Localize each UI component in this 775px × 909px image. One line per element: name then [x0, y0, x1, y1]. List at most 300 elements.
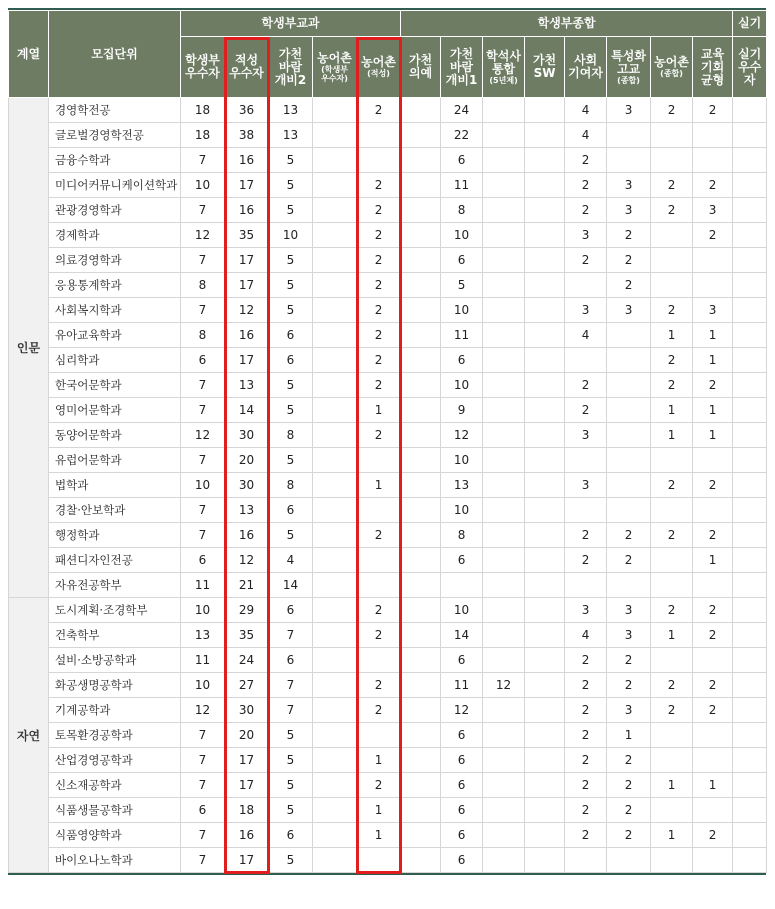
value-cell: 7 — [181, 848, 225, 873]
value-cell — [733, 198, 767, 223]
value-cell: 1 — [651, 823, 693, 848]
major-cell: 경제학과 — [49, 223, 181, 248]
value-cell: 21 — [225, 573, 269, 598]
major-cell: 건축학부 — [49, 623, 181, 648]
value-cell: 2 — [651, 298, 693, 323]
value-cell — [651, 748, 693, 773]
value-cell — [313, 173, 357, 198]
value-cell — [607, 398, 651, 423]
value-cell: 6 — [269, 648, 313, 673]
major-cell: 패션디자인전공 — [49, 548, 181, 573]
value-cell: 6 — [441, 848, 483, 873]
value-cell — [525, 173, 565, 198]
value-cell — [651, 448, 693, 473]
value-cell: 12 — [225, 548, 269, 573]
value-cell — [483, 423, 525, 448]
value-cell: 10 — [441, 498, 483, 523]
value-cell: 16 — [225, 323, 269, 348]
value-cell: 2 — [607, 673, 651, 698]
value-cell: 6 — [269, 348, 313, 373]
value-cell: 10 — [441, 598, 483, 623]
value-cell — [313, 523, 357, 548]
value-cell: 1 — [607, 723, 651, 748]
value-cell: 1 — [357, 823, 401, 848]
value-cell: 17 — [225, 748, 269, 773]
header-col-2 — [269, 37, 313, 98]
value-cell — [401, 473, 441, 498]
value-cell — [483, 298, 525, 323]
value-cell: 3 — [565, 423, 607, 448]
value-cell: 6 — [269, 598, 313, 623]
major-cell: 관광경영학과 — [49, 198, 181, 223]
value-cell — [525, 573, 565, 598]
value-cell: 27 — [225, 673, 269, 698]
value-cell: 2 — [565, 198, 607, 223]
header-col-label: 가천 의예 — [408, 53, 433, 80]
value-cell: 1 — [357, 798, 401, 823]
value-cell — [693, 723, 733, 748]
header-col-6 — [441, 37, 483, 98]
header-col-label: 실기 우수자 — [738, 46, 762, 87]
value-cell: 4 — [565, 98, 607, 123]
value-cell: 6 — [181, 548, 225, 573]
value-cell — [357, 148, 401, 173]
value-cell: 2 — [357, 673, 401, 698]
value-cell: 5 — [269, 273, 313, 298]
value-cell — [651, 848, 693, 873]
value-cell: 3 — [565, 473, 607, 498]
value-cell: 13 — [269, 98, 313, 123]
value-cell: 17 — [225, 273, 269, 298]
table-row — [9, 673, 767, 698]
table-row — [9, 273, 767, 298]
value-cell: 12 — [181, 698, 225, 723]
value-cell — [483, 398, 525, 423]
value-cell: 5 — [269, 773, 313, 798]
value-cell — [607, 323, 651, 348]
value-cell: 2 — [693, 523, 733, 548]
value-cell: 3 — [607, 173, 651, 198]
value-cell: 2 — [651, 373, 693, 398]
value-cell — [401, 173, 441, 198]
value-cell — [693, 123, 733, 148]
value-cell: 5 — [269, 148, 313, 173]
value-cell — [733, 798, 767, 823]
value-cell: 16 — [225, 198, 269, 223]
header-col-13 — [733, 37, 767, 98]
value-cell: 13 — [269, 123, 313, 148]
value-cell: 3 — [565, 223, 607, 248]
value-cell: 2 — [565, 173, 607, 198]
value-cell — [733, 98, 767, 123]
header-col-sublabel: (학생부 우수자) — [321, 64, 348, 83]
table-row — [9, 373, 767, 398]
value-cell — [313, 498, 357, 523]
value-cell: 35 — [225, 623, 269, 648]
value-cell: 7 — [181, 198, 225, 223]
value-cell: 3 — [607, 623, 651, 648]
value-cell: 5 — [269, 723, 313, 748]
value-cell — [733, 273, 767, 298]
value-cell: 17 — [225, 173, 269, 198]
value-cell — [607, 423, 651, 448]
value-cell: 8 — [441, 198, 483, 223]
header-col-label: 사회 기여자 — [568, 53, 603, 80]
value-cell: 7 — [181, 148, 225, 173]
table-row — [9, 448, 767, 473]
value-cell: 29 — [225, 598, 269, 623]
value-cell — [483, 548, 525, 573]
table-row — [9, 548, 767, 573]
value-cell — [401, 348, 441, 373]
value-cell: 1 — [651, 773, 693, 798]
value-cell: 16 — [225, 523, 269, 548]
value-cell — [483, 723, 525, 748]
value-cell: 2 — [693, 473, 733, 498]
value-cell: 7 — [269, 673, 313, 698]
value-cell — [313, 148, 357, 173]
value-cell — [733, 348, 767, 373]
value-cell — [733, 498, 767, 523]
header-col-label: 가천 바람 개비2 — [274, 46, 307, 87]
major-cell: 도시계획·조경학부 — [49, 598, 181, 623]
value-cell — [401, 423, 441, 448]
value-cell — [313, 273, 357, 298]
value-cell: 2 — [565, 398, 607, 423]
value-cell: 3 — [565, 298, 607, 323]
value-cell — [733, 748, 767, 773]
table-row — [9, 198, 767, 223]
table-row — [9, 573, 767, 598]
table-row — [9, 773, 767, 798]
value-cell: 7 — [181, 723, 225, 748]
value-cell: 38 — [225, 123, 269, 148]
value-cell: 24 — [441, 98, 483, 123]
value-cell: 11 — [441, 673, 483, 698]
value-cell: 2 — [565, 523, 607, 548]
value-cell — [525, 148, 565, 173]
value-cell — [313, 648, 357, 673]
value-cell — [733, 173, 767, 198]
header-group-jonghap: 학생부종합 — [401, 11, 733, 37]
table-row — [9, 598, 767, 623]
value-cell: 30 — [225, 698, 269, 723]
value-cell — [525, 498, 565, 523]
value-cell: 2 — [651, 673, 693, 698]
header-col-label: 적성 우수자 — [229, 53, 264, 80]
value-cell — [483, 648, 525, 673]
value-cell — [483, 323, 525, 348]
table-row — [9, 223, 767, 248]
value-cell: 1 — [693, 348, 733, 373]
value-cell: 6 — [269, 823, 313, 848]
value-cell: 2 — [607, 248, 651, 273]
value-cell: 6 — [269, 323, 313, 348]
value-cell: 30 — [225, 473, 269, 498]
value-cell — [483, 748, 525, 773]
value-cell — [357, 448, 401, 473]
value-cell — [733, 698, 767, 723]
value-cell: 7 — [181, 523, 225, 548]
value-cell: 12 — [225, 298, 269, 323]
value-cell: 4 — [269, 548, 313, 573]
major-cell: 식품생물공학과 — [49, 798, 181, 823]
value-cell — [313, 623, 357, 648]
value-cell: 2 — [565, 673, 607, 698]
value-cell: 10 — [269, 223, 313, 248]
value-cell — [733, 648, 767, 673]
value-cell: 2 — [357, 598, 401, 623]
value-cell: 2 — [607, 748, 651, 773]
value-cell: 7 — [181, 823, 225, 848]
value-cell — [483, 223, 525, 248]
header-col-label: 농어촌 — [361, 55, 396, 69]
value-cell — [525, 373, 565, 398]
value-cell — [651, 723, 693, 748]
value-cell — [401, 223, 441, 248]
header-col-9 — [565, 37, 607, 98]
value-cell: 2 — [607, 548, 651, 573]
value-cell — [607, 473, 651, 498]
value-cell — [525, 723, 565, 748]
value-cell: 2 — [565, 373, 607, 398]
value-cell — [483, 498, 525, 523]
value-cell — [313, 723, 357, 748]
value-cell: 14 — [441, 623, 483, 648]
value-cell — [693, 848, 733, 873]
major-cell: 동양어문학과 — [49, 423, 181, 448]
major-cell: 사회복지학과 — [49, 298, 181, 323]
value-cell — [651, 273, 693, 298]
value-cell: 2 — [693, 98, 733, 123]
table-row — [9, 823, 767, 848]
value-cell: 7 — [181, 298, 225, 323]
value-cell: 2 — [357, 248, 401, 273]
value-cell — [733, 773, 767, 798]
value-cell: 7 — [181, 448, 225, 473]
value-cell: 1 — [651, 398, 693, 423]
value-cell — [607, 448, 651, 473]
value-cell — [693, 748, 733, 773]
value-cell — [525, 473, 565, 498]
value-cell — [525, 648, 565, 673]
value-cell: 10 — [441, 223, 483, 248]
major-cell: 행정학과 — [49, 523, 181, 548]
value-cell: 2 — [651, 698, 693, 723]
value-cell — [357, 123, 401, 148]
major-cell: 신소재공학과 — [49, 773, 181, 798]
value-cell: 5 — [269, 798, 313, 823]
value-cell — [525, 298, 565, 323]
value-cell — [401, 848, 441, 873]
value-cell: 6 — [441, 548, 483, 573]
value-cell — [733, 148, 767, 173]
header-col-label: 교육 기회 균형 — [701, 46, 725, 87]
value-cell: 2 — [651, 198, 693, 223]
value-cell: 3 — [693, 198, 733, 223]
value-cell: 2 — [565, 248, 607, 273]
major-cell: 유럽어문학과 — [49, 448, 181, 473]
header-col-8 — [525, 37, 565, 98]
value-cell — [565, 573, 607, 598]
value-cell: 6 — [441, 648, 483, 673]
value-cell: 6 — [441, 823, 483, 848]
value-cell — [357, 848, 401, 873]
value-cell: 11 — [441, 173, 483, 198]
value-cell: 6 — [441, 148, 483, 173]
value-cell — [525, 323, 565, 348]
value-cell — [401, 773, 441, 798]
value-cell: 2 — [693, 823, 733, 848]
value-cell: 2 — [607, 798, 651, 823]
value-cell: 16 — [225, 823, 269, 848]
value-cell — [525, 123, 565, 148]
major-cell: 토목환경공학과 — [49, 723, 181, 748]
value-cell: 9 — [441, 398, 483, 423]
major-cell: 식품영양학과 — [49, 823, 181, 848]
value-cell — [313, 598, 357, 623]
value-cell — [483, 198, 525, 223]
value-cell — [313, 773, 357, 798]
table-row — [9, 723, 767, 748]
value-cell — [401, 448, 441, 473]
value-cell — [525, 223, 565, 248]
value-cell — [483, 248, 525, 273]
value-cell — [401, 598, 441, 623]
value-cell — [401, 798, 441, 823]
value-cell — [607, 498, 651, 523]
value-cell — [733, 523, 767, 548]
value-cell: 18 — [225, 798, 269, 823]
header-col-label: 특성화 고교 — [611, 48, 646, 76]
value-cell — [733, 823, 767, 848]
value-cell — [401, 748, 441, 773]
table-row — [9, 848, 767, 873]
header-col-label: 농어촌 — [654, 55, 689, 69]
value-cell — [607, 123, 651, 148]
value-cell — [357, 648, 401, 673]
value-cell — [693, 248, 733, 273]
header-col-label: 학생부 우수자 — [185, 53, 220, 80]
header-col-sublabel: (종합) — [660, 69, 683, 78]
value-cell — [313, 798, 357, 823]
value-cell: 5 — [269, 398, 313, 423]
major-cell: 응용통계학과 — [49, 273, 181, 298]
value-cell: 2 — [651, 598, 693, 623]
value-cell: 2 — [565, 148, 607, 173]
value-cell — [483, 798, 525, 823]
value-cell — [693, 148, 733, 173]
header-col-1 — [225, 37, 269, 98]
value-cell — [483, 623, 525, 648]
value-cell: 2 — [565, 748, 607, 773]
header-col-12 — [693, 37, 733, 98]
value-cell: 7 — [181, 498, 225, 523]
value-cell: 2 — [357, 523, 401, 548]
value-cell: 2 — [693, 173, 733, 198]
value-cell — [565, 348, 607, 373]
value-cell: 6 — [441, 723, 483, 748]
value-cell: 6 — [441, 798, 483, 823]
value-cell: 6 — [441, 773, 483, 798]
value-cell: 2 — [357, 373, 401, 398]
value-cell: 2 — [651, 173, 693, 198]
value-cell: 2 — [607, 523, 651, 548]
value-cell — [693, 498, 733, 523]
header-col-3 — [313, 37, 357, 98]
value-cell — [483, 273, 525, 298]
value-cell: 12 — [181, 423, 225, 448]
header-col-10 — [607, 37, 651, 98]
value-cell: 6 — [181, 348, 225, 373]
value-cell — [525, 623, 565, 648]
value-cell: 6 — [441, 248, 483, 273]
value-cell — [483, 848, 525, 873]
value-cell — [733, 323, 767, 348]
value-cell — [401, 148, 441, 173]
value-cell — [357, 548, 401, 573]
value-cell — [313, 823, 357, 848]
value-cell — [401, 548, 441, 573]
value-cell: 16 — [225, 148, 269, 173]
major-cell: 경영학전공 — [49, 98, 181, 123]
value-cell: 8 — [269, 423, 313, 448]
value-cell: 10 — [441, 448, 483, 473]
value-cell: 2 — [607, 648, 651, 673]
value-cell: 2 — [565, 698, 607, 723]
value-cell — [525, 248, 565, 273]
major-cell: 화공생명공학과 — [49, 673, 181, 698]
value-cell — [313, 573, 357, 598]
major-cell: 글로벌경영학전공 — [49, 123, 181, 148]
value-cell: 2 — [357, 623, 401, 648]
value-cell: 13 — [441, 473, 483, 498]
major-cell: 금융수학과 — [49, 148, 181, 173]
value-cell — [483, 173, 525, 198]
value-cell — [483, 148, 525, 173]
value-cell: 11 — [181, 573, 225, 598]
value-cell: 2 — [357, 348, 401, 373]
major-cell: 설비·소방공학과 — [49, 648, 181, 673]
value-cell — [565, 448, 607, 473]
value-cell: 7 — [181, 773, 225, 798]
value-cell — [313, 373, 357, 398]
value-cell — [693, 273, 733, 298]
value-cell: 10 — [181, 473, 225, 498]
value-cell — [401, 723, 441, 748]
value-cell: 17 — [225, 248, 269, 273]
value-cell: 5 — [269, 248, 313, 273]
value-cell: 5 — [269, 298, 313, 323]
value-cell: 2 — [357, 323, 401, 348]
value-cell: 4 — [565, 623, 607, 648]
value-cell — [483, 523, 525, 548]
value-cell — [525, 598, 565, 623]
value-cell: 5 — [269, 173, 313, 198]
value-cell — [313, 848, 357, 873]
value-cell — [313, 548, 357, 573]
major-cell: 법학과 — [49, 473, 181, 498]
header-col-label: 가천 바람 개비1 — [445, 46, 478, 87]
value-cell: 2 — [693, 598, 733, 623]
value-cell: 10 — [181, 673, 225, 698]
table-row — [9, 648, 767, 673]
major-cell: 한국어문학과 — [49, 373, 181, 398]
value-cell: 1 — [693, 323, 733, 348]
value-cell — [483, 373, 525, 398]
value-cell — [401, 323, 441, 348]
table-row — [9, 698, 767, 723]
